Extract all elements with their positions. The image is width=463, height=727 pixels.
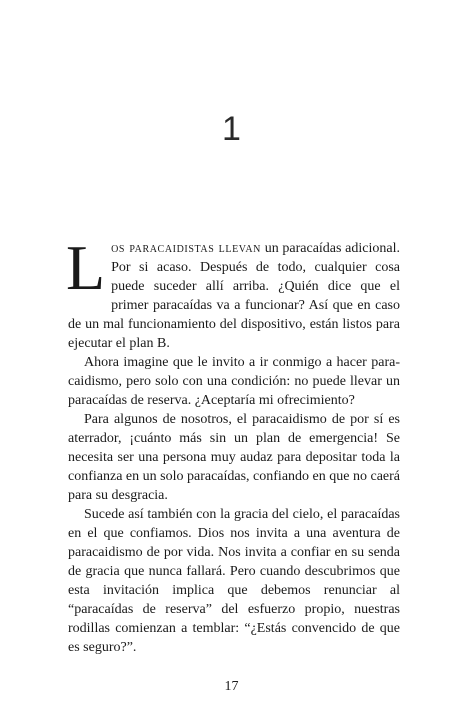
chapter-number: 1: [222, 110, 241, 148]
opening-paragraph: [66, 232, 400, 353]
opening-paragraph-text: un paracaídas adicional. Por si acaso. Después de todo, cualquier cosa puede suceder allí arriba. ¿Quién dice que el primer paracaídas va a funcionar? Así que en caso de un mal funcionamiento del dispositivo, están listos para ejecutar el plan B.: [68, 241, 400, 351]
chapter-body: [66, 232, 400, 657]
body-paragraph: Ahora imagine que le invito a ir conmigo a hacer paracaidismo, pero solo con una condición: no puede llevar un paracaídas de reserva. ¿Aceptaría mi ofrecimiento?: [68, 355, 400, 408]
body-paragraph: Para algunos de nosotros, el paracaidismo de por sí es aterrador, ¡cuánto más sin un plan de emergencia! Se necesita ser una persona muy audaz para depositar toda la confianza en un solo paracaídas, confiando en que no caerá para su desgracia.: [68, 412, 400, 503]
drop-cap: L: [66, 232, 106, 303]
page-number: 17: [224, 679, 239, 694]
small-caps-lead: os paracaidistas llevan: [111, 241, 261, 256]
body-paragraph: Sucede así también con la gracia del cielo, el paracaídas en el que confiamos. Dios nos invita a una aventura de paracaidismo de por vida. Nos invita a confiar en su senda de gracia que nunca fallará. Pero cuando descubrimos que esta invitación implica que debemos renunciar al “paracaídas de reserva” del esfuerzo propio, nuestras rodillas comienzan a temblar: “¿Estás convencido de que es seguro?”.: [68, 507, 400, 655]
